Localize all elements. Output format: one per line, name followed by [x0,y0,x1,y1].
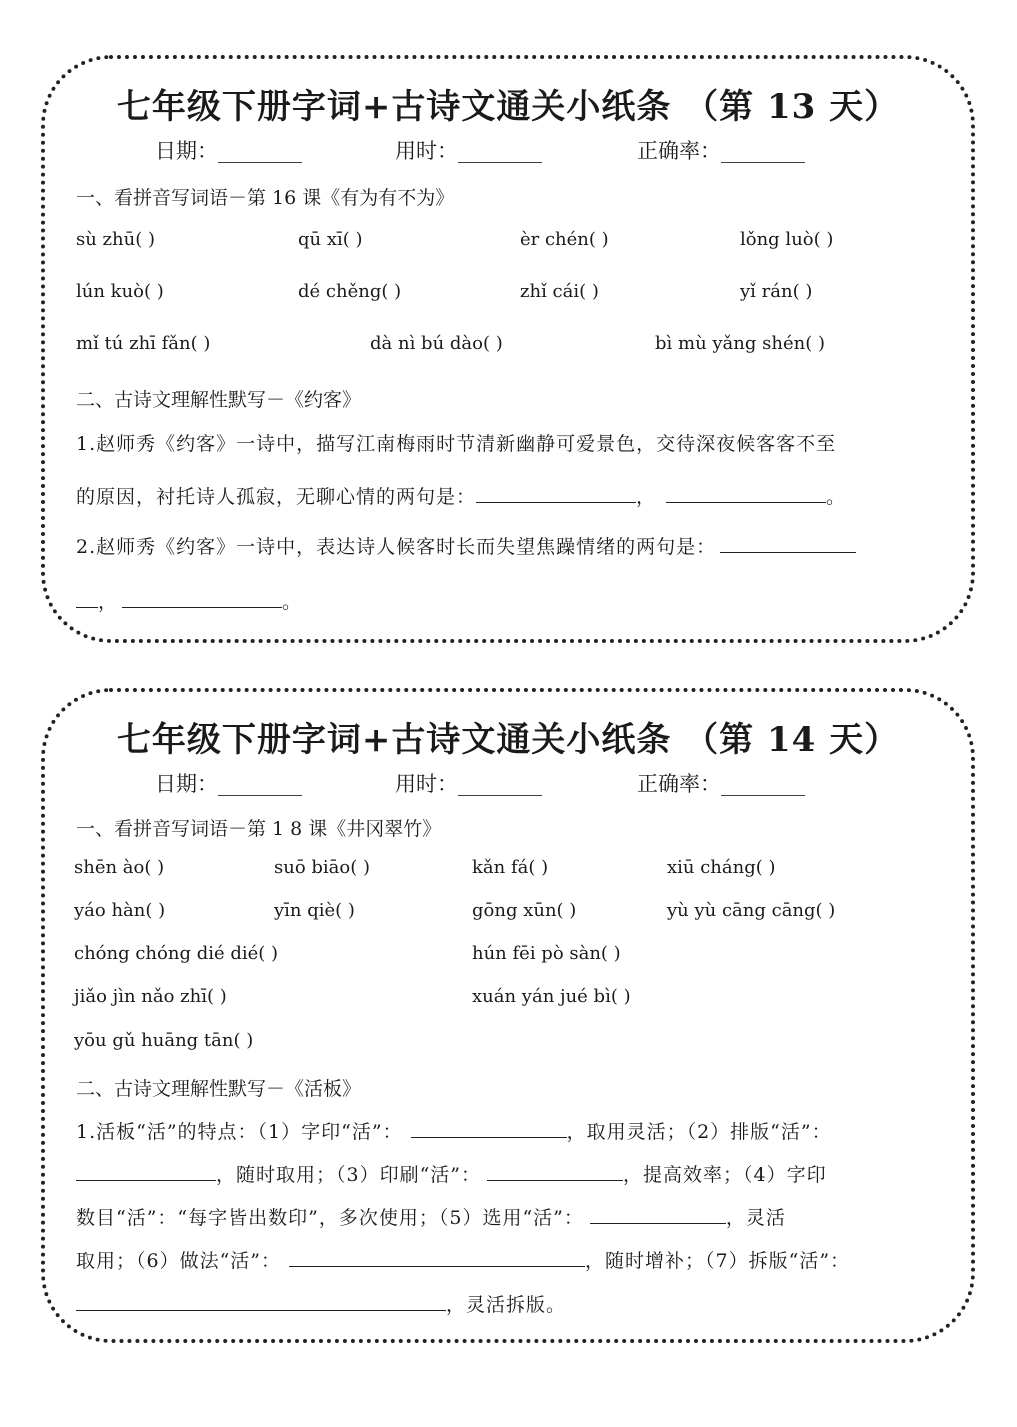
question-text: 的原因，衬托诗人孤寂，无聊心情的两句是： [76,486,477,508]
answer-blank[interactable] [487,1164,623,1181]
answer-blank[interactable] [411,1121,567,1138]
pinyin-item: yīn qiè( ) [274,900,355,921]
section2-title: 二、古诗文理解性默写－《约客》 [76,389,362,411]
question-text: 数目“活”：“每字皆出数印”，多次使用；（5）选用“活”： [76,1207,584,1229]
worksheet-card-day13 [41,55,975,643]
question-text: 取用；（6）做法“活”： [76,1250,282,1272]
pinyin-item: sù zhū( ) [76,229,155,250]
pinyin-item: mǐ tú zhī fǎn( ) [76,333,211,354]
section1-title: 一、看拼音写词语－第 1 8 课《井冈翠竹》 [76,818,442,840]
time-label: 用时：________ [395,772,542,796]
accuracy-label: 正确率：________ [637,772,805,796]
pinyin-item: shēn ào( ) [74,857,165,878]
question-text: ，提高效率；（4）字印 [623,1164,827,1186]
answer-blank[interactable] [720,536,856,553]
date-label: 日期：________ [155,772,302,796]
answer-blank[interactable] [666,486,826,503]
answer-blank[interactable] [590,1207,726,1224]
pinyin-item: zhǐ cái( ) [520,281,599,302]
section1-title: 一、看拼音写词语－第 16 课《有为有不为》 [76,187,455,209]
pinyin-item: yōu gǔ huāng tān( ) [74,1030,254,1051]
pinyin-item: xuán yán jué bì( ) [472,986,631,1007]
question-line [76,1160,827,1187]
pinyin-item: lǒng luò( ) [740,229,834,250]
pinyin-item: kǎn fá( ) [472,857,549,878]
pinyin-item: hún fēi pò sàn( ) [472,943,621,964]
section2-title: 二、古诗文理解性默写－《活板》 [76,1078,362,1100]
end-mark: 。 [282,591,303,613]
pinyin-item: yáo hàn( ) [74,900,166,921]
pinyin-item: jiǎo jìn nǎo zhī( ) [74,986,227,1007]
separator: ， [636,486,657,508]
pinyin-item: qū xī( ) [298,229,363,250]
question-line [76,1203,786,1230]
question-line [76,1117,832,1144]
card-title: 七年级下册字词+古诗文通关小纸条 （第 14 天） [116,720,900,760]
time-label: 用时：________ [395,139,542,163]
pinyin-item: lún kuò( ) [76,281,164,302]
answer-blank[interactable] [76,591,98,608]
answer-blank[interactable] [76,1164,216,1181]
card-title: 七年级下册字词+古诗文通关小纸条 （第 13 天） [116,87,900,127]
accuracy-label: 正确率：________ [637,139,805,163]
answer-blank[interactable] [76,1294,446,1311]
separator: ， [98,591,119,613]
question-text: 1.活板“活”的特点：（1）字印“活”： [76,1121,403,1143]
question-line [76,1246,850,1273]
question-text: 2.赵师秀《约客》一诗中，表达诗人候客时长而失望焦躁情绪的两句是： [76,536,717,558]
pinyin-item: suō biāo( ) [274,857,371,878]
question-2-line [76,587,302,614]
pinyin-item: yù yù cāng cāng( ) [667,900,836,921]
answer-blank[interactable] [289,1250,585,1267]
question-text: ，灵活拆版。 [446,1294,567,1316]
pinyin-item: gōng xūn( ) [472,900,577,921]
question-text: ，灵活 [725,1207,786,1229]
question-2-line [76,532,856,559]
pinyin-item: bì mù yǎng shén( ) [655,333,825,354]
end-mark: 。 [826,486,847,508]
pinyin-item: èr chén( ) [520,229,609,250]
pinyin-item: chóng chóng dié dié( ) [74,943,279,964]
date-label: 日期：________ [155,139,302,163]
question-text: ，取用灵活；（2）排版“活”： [566,1121,832,1143]
question-line [76,1290,566,1317]
answer-blank[interactable] [122,591,282,608]
answer-blank[interactable] [476,486,636,503]
question-1-line: 1.赵师秀《约客》一诗中，描写江南梅雨时节清新幽静可爱景色，交待深夜候客客不至 [76,433,837,455]
pinyin-item: xiū cháng( ) [667,857,776,878]
question-1-line [76,482,846,509]
worksheet-card-day14 [41,688,975,1343]
pinyin-item: dé chěng( ) [298,281,402,302]
pinyin-item: yǐ rán( ) [740,281,813,302]
pinyin-item: dà nì bú dào( ) [370,333,503,354]
question-text: ，随时取用；（3）印刷“活”： [216,1164,482,1186]
question-text: ，随时增补；（7）拆版“活”： [585,1250,851,1272]
